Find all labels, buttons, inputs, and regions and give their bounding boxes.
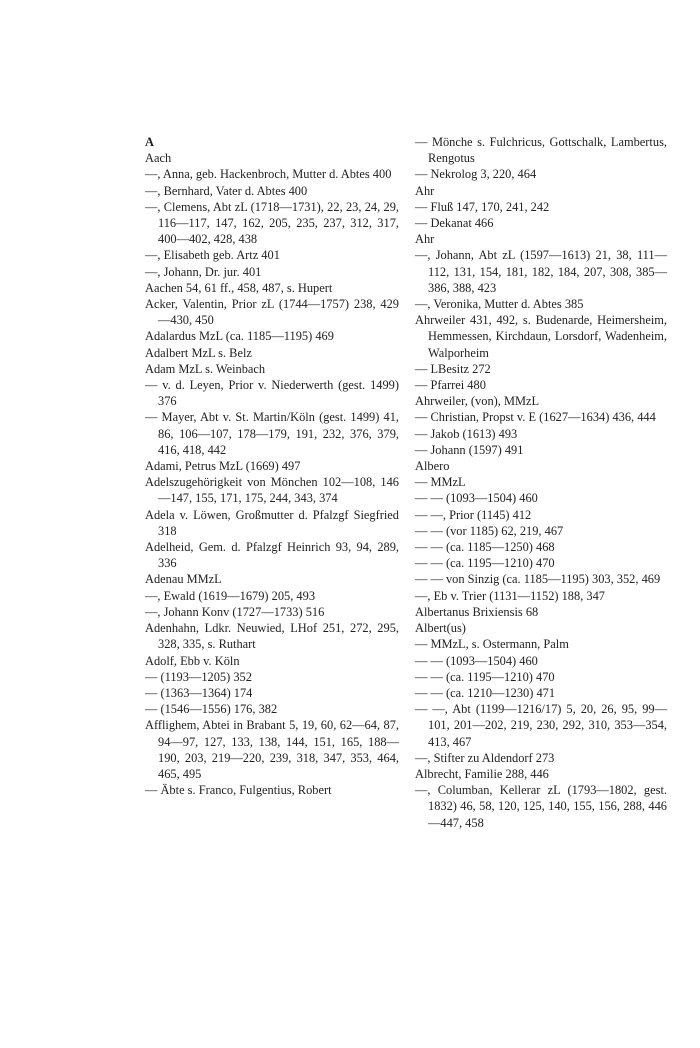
index-entry: — Pfarrei 480 <box>415 378 486 393</box>
index-entry: Adelheid, Gem. d. Pfalzgf Heinrich 93, 94, 289, 336 <box>145 540 399 571</box>
index-entry: — (1546—1556) 176, 382 <box>145 702 278 717</box>
index-entry: Adelszugehörigkeit von Mönchen 102—108, 146—147, 155, 171, 175, 244, 343, 374 <box>145 475 399 506</box>
index-entry: — Mayer, Abt v. St. Martin/Köln (gest. 1499) 41, 86, 106—107, 178—179, 191, 232, 376, 379, 416, 418, 442 <box>145 410 399 457</box>
index-entry: —, Ewald (1619—1679) 205, 493 <box>145 588 316 603</box>
index-entry: — MMzL, s. Ostermann, Palm <box>415 637 569 652</box>
index-entry: Afflighem, Abtei in Brabant 5, 19, 60, 62—64, 87, 94—97, 127, 133, 138, 144, 151, 165, 188—190, 203, 219—220, 239, 318, 347, 353, 464, 465, 495 <box>145 718 399 781</box>
index-entry: — Dekanat 466 <box>415 216 494 231</box>
index-entry: Adalardus MzL (ca. 1185—1195) 469 <box>145 329 334 344</box>
index-entry: — — (1093—1504) 460 <box>415 491 538 506</box>
index-entry: — — (ca. 1195—1210) 470 <box>415 669 555 684</box>
index-entry: Adenau MMzL <box>145 572 222 587</box>
index-entry: Adenhahn, Ldkr. Neuwied, LHof 251, 272, 295, 328, 335, s. Ruthart <box>145 621 399 652</box>
index-entry: —, Johann, Abt zL (1597—1613) 21, 38, 111—112, 131, 154, 181, 182, 184, 207, 308, 385—386, 388, 423 <box>415 248 667 295</box>
index-entry: — (1363—1364) 174 <box>145 685 253 700</box>
index-entry: — Nekrolog 3, 220, 464 <box>415 167 537 182</box>
index-entry: —, Bernhard, Vater d. Abtes 400 <box>145 183 308 198</box>
index-column-right <box>415 134 667 831</box>
index-entry: — — (vor 1185) 62, 219, 467 <box>415 523 564 538</box>
index-entry: — Mönche s. Fulchricus, Gottschalk, Lambertus, Rengotus <box>415 135 667 166</box>
index-entry: —, Clemens, Abt zL (1718—1731), 22, 23, 24, 29, 116—117, 147, 162, 205, 235, 237, 312, 317, 400—402, 428, 438 <box>145 199 399 247</box>
index-entry: — v. d. Leyen, Prior v. Niederwerth (gest. 1499) 376 <box>145 378 399 409</box>
index-entry: —, Johann Konv (1727—1733) 516 <box>145 604 325 619</box>
index-entry: Albrecht, Familie 288, 446 <box>415 766 549 781</box>
index-entry: Adolf, Ebb v. Köln <box>145 653 240 668</box>
index-entry: Adela v. Löwen, Großmutter d. Pfalzgf Siegfried 318 <box>145 507 399 538</box>
index-entry: Albertanus Brixiensis 68 <box>415 604 539 619</box>
index-entry: Adam MzL s. Weinbach <box>145 361 266 376</box>
index-entry: — Äbte s. Franco, Fulgentius, Robert <box>145 783 332 798</box>
index-entry: —, Johann, Dr. jur. 401 <box>145 264 262 279</box>
index-entry: Ahrweiler, (von), MMzL <box>415 394 540 409</box>
index-entry: — — (ca. 1195—1210) 470 <box>415 556 555 571</box>
index-entry: —, Elisabeth geb. Artz 401 <box>145 248 280 263</box>
index-entry: — — (ca. 1210—1230) 471 <box>415 685 556 700</box>
index-entry: Adami, Petrus MzL (1669) 497 <box>145 459 301 474</box>
index-entry: — Fluß 147, 170, 241, 242 <box>415 199 550 214</box>
index-entry: — LBesitz 272 <box>415 361 491 376</box>
index-entry: Acker, Valentin, Prior zL (1744—1757) 238, 429—430, 450 <box>145 297 399 328</box>
index-entry: Ahr <box>415 183 435 198</box>
index-entry: —, Columban, Kellerar zL (1793—1802, gest. 1832) 46, 58, 120, 125, 140, 155, 156, 288, 446—447, 458 <box>415 783 667 830</box>
index-entry: Albert(us) <box>415 621 466 636</box>
index-entry: — —, Prior (1145) 412 <box>415 507 532 522</box>
index-entry: —, Eb v. Trier (1131—1152) 188, 347 <box>415 588 605 603</box>
index-entry: —, Veronika, Mutter d. Abtes 385 <box>415 297 584 312</box>
index-entry: — Johann (1597) 491 <box>415 442 524 457</box>
index-entry: —, Anna, geb. Hackenbroch, Mutter d. Abtes 400 <box>145 167 392 182</box>
section-letter-heading: A <box>145 135 154 149</box>
index-entry: — —, Abt (1199—1216/17) 5, 20, 26, 95, 99—101, 201—202, 219, 230, 292, 310, 353—354, 413, 467 <box>415 702 667 749</box>
index-entry: — (1193—1205) 352 <box>145 669 252 684</box>
index-entry: —, Stifter zu Aldendorf 273 <box>415 750 555 765</box>
index-entry: — Christian, Propst v. E (1627—1634) 436, 444 <box>415 410 656 425</box>
index-entry: Adalbert MzL s. Belz <box>145 345 252 360</box>
index-column-left <box>145 134 399 798</box>
index-entry: — MMzL <box>415 475 466 490</box>
index-entry: — Jakob (1613) 493 <box>415 426 518 441</box>
index-entry: Aachen 54, 61 ff., 458, 487, s. Hupert <box>145 280 333 295</box>
index-entry: Albero <box>415 459 450 474</box>
index-entry: — — (ca. 1185—1250) 468 <box>415 540 555 555</box>
index-entry: Ahr <box>415 232 435 247</box>
index-entry: Aach <box>145 151 172 166</box>
index-entry: — — von Sinzig (ca. 1185—1195) 303, 352, 469 <box>415 572 661 587</box>
index-entry: Ahrweiler 431, 492, s. Budenarde, Heimersheim, Hemmessen, Kirchdaun, Lorsdorf, Wadenheim, Walporheim <box>415 313 667 360</box>
index-entry: — — (1093—1504) 460 <box>415 653 538 668</box>
